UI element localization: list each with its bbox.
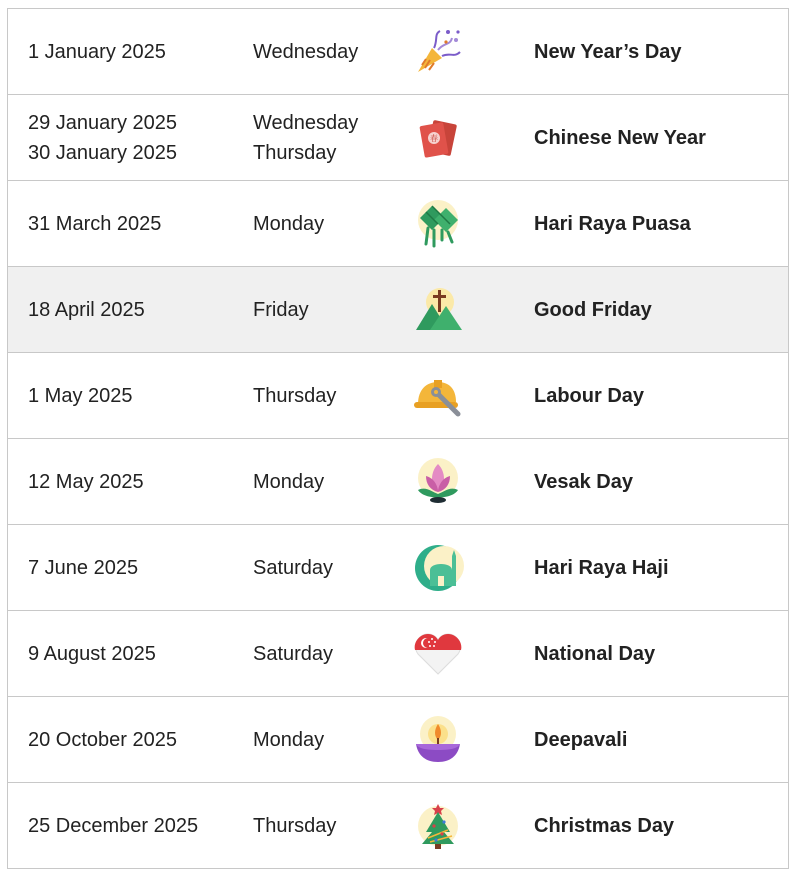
date-text: 29 January 2025: [28, 111, 178, 134]
date-text: 1 January 2025: [28, 40, 166, 63]
date-text: 12 May 2025: [28, 470, 144, 493]
table-row: [8, 439, 788, 525]
date-text: 18 April 2025: [28, 298, 145, 321]
day-text: Monday: [253, 470, 325, 493]
table-row: [8, 353, 788, 439]
day-cell: [253, 525, 403, 610]
date-text: 25 December 2025: [28, 814, 199, 837]
date-text: 20 October 2025: [28, 728, 177, 751]
day-cell: [253, 611, 403, 696]
holiday-name-cell: [534, 95, 784, 180]
date-cell: [28, 525, 248, 610]
diya-lamp-icon: [412, 714, 464, 766]
table-row: [8, 611, 788, 697]
holiday-name-cell: [534, 783, 784, 868]
singapore-flag-heart-icon: [412, 628, 464, 680]
day-cell: [253, 353, 403, 438]
day-cell: [253, 9, 403, 94]
hard-hat-wrench-icon: [412, 370, 464, 422]
holiday-name: Christmas Day: [534, 814, 675, 837]
holiday-name-cell: [534, 439, 784, 524]
table-row: [8, 9, 788, 95]
christmas-tree-icon: [412, 800, 464, 852]
date-text: 31 March 2025: [28, 212, 162, 235]
date-text: 7 June 2025: [28, 556, 139, 579]
table-row: [8, 267, 788, 353]
day-text: Thursday: [253, 814, 337, 837]
day-cell: [253, 267, 403, 352]
holiday-name: Hari Raya Puasa: [534, 212, 691, 235]
table-row: [8, 95, 788, 181]
date-cell: [28, 9, 248, 94]
holiday-name: Hari Raya Haji: [534, 556, 669, 579]
date-text: 1 May 2025: [28, 384, 133, 407]
day-text: Monday: [253, 212, 325, 235]
day-text: Thursday: [253, 384, 337, 407]
holiday-name-cell: [534, 525, 784, 610]
red-packet-icon: [412, 112, 464, 164]
holiday-name: Labour Day: [534, 384, 645, 407]
holiday-name-cell: [534, 9, 784, 94]
icon-cell: [410, 95, 466, 180]
date-text: 30 January 2025: [28, 141, 178, 164]
holiday-name-cell: [534, 697, 784, 782]
holiday-name: Chinese New Year: [534, 126, 706, 149]
mosque-crescent-icon: [412, 542, 464, 594]
day-text: Saturday: [253, 556, 334, 579]
icon-cell: [410, 181, 466, 266]
ketupat-icon: [412, 198, 464, 250]
lotus-icon: [412, 456, 464, 508]
date-cell: [28, 95, 248, 180]
day-text: Monday: [253, 728, 325, 751]
icon-cell: [410, 267, 466, 352]
date-cell: [28, 697, 248, 782]
icon-cell: [410, 439, 466, 524]
date-cell: [28, 439, 248, 524]
holiday-name-cell: [534, 267, 784, 352]
table-row: [8, 181, 788, 267]
date-cell: [28, 267, 248, 352]
day-cell: [253, 181, 403, 266]
day-cell: [253, 697, 403, 782]
holiday-name: Deepavali: [534, 728, 628, 751]
holiday-name: New Year’s Day: [534, 40, 682, 63]
table-row: [8, 783, 788, 869]
holiday-name-cell: [534, 181, 784, 266]
day-text: Wednesday: [253, 111, 359, 134]
holiday-table: [7, 8, 789, 869]
day-cell: [253, 439, 403, 524]
day-text: Friday: [253, 298, 309, 321]
holiday-name-cell: [534, 353, 784, 438]
icon-cell: [410, 353, 466, 438]
date-cell: [28, 353, 248, 438]
table-row: [8, 697, 788, 783]
holiday-name: National Day: [534, 642, 656, 665]
date-text: 9 August 2025: [28, 642, 156, 665]
holiday-name: Vesak Day: [534, 470, 633, 493]
holiday-name-cell: [534, 611, 784, 696]
table-row: [8, 525, 788, 611]
day-cell: [253, 95, 403, 180]
day-cell: [253, 783, 403, 868]
date-cell: [28, 611, 248, 696]
date-cell: [28, 181, 248, 266]
icon-cell: [410, 9, 466, 94]
day-text: Wednesday: [253, 40, 359, 63]
holiday-name: Good Friday: [534, 298, 652, 321]
icon-cell: [410, 525, 466, 610]
cross-on-hill-icon: [412, 284, 464, 336]
icon-cell: [410, 611, 466, 696]
day-text: Thursday: [253, 141, 337, 164]
icon-cell: [410, 783, 466, 868]
date-cell: [28, 783, 248, 868]
svg-text:春: 春: [430, 133, 438, 143]
day-text: Saturday: [253, 642, 334, 665]
party-popper-icon: [412, 26, 464, 78]
icon-cell: [410, 697, 466, 782]
